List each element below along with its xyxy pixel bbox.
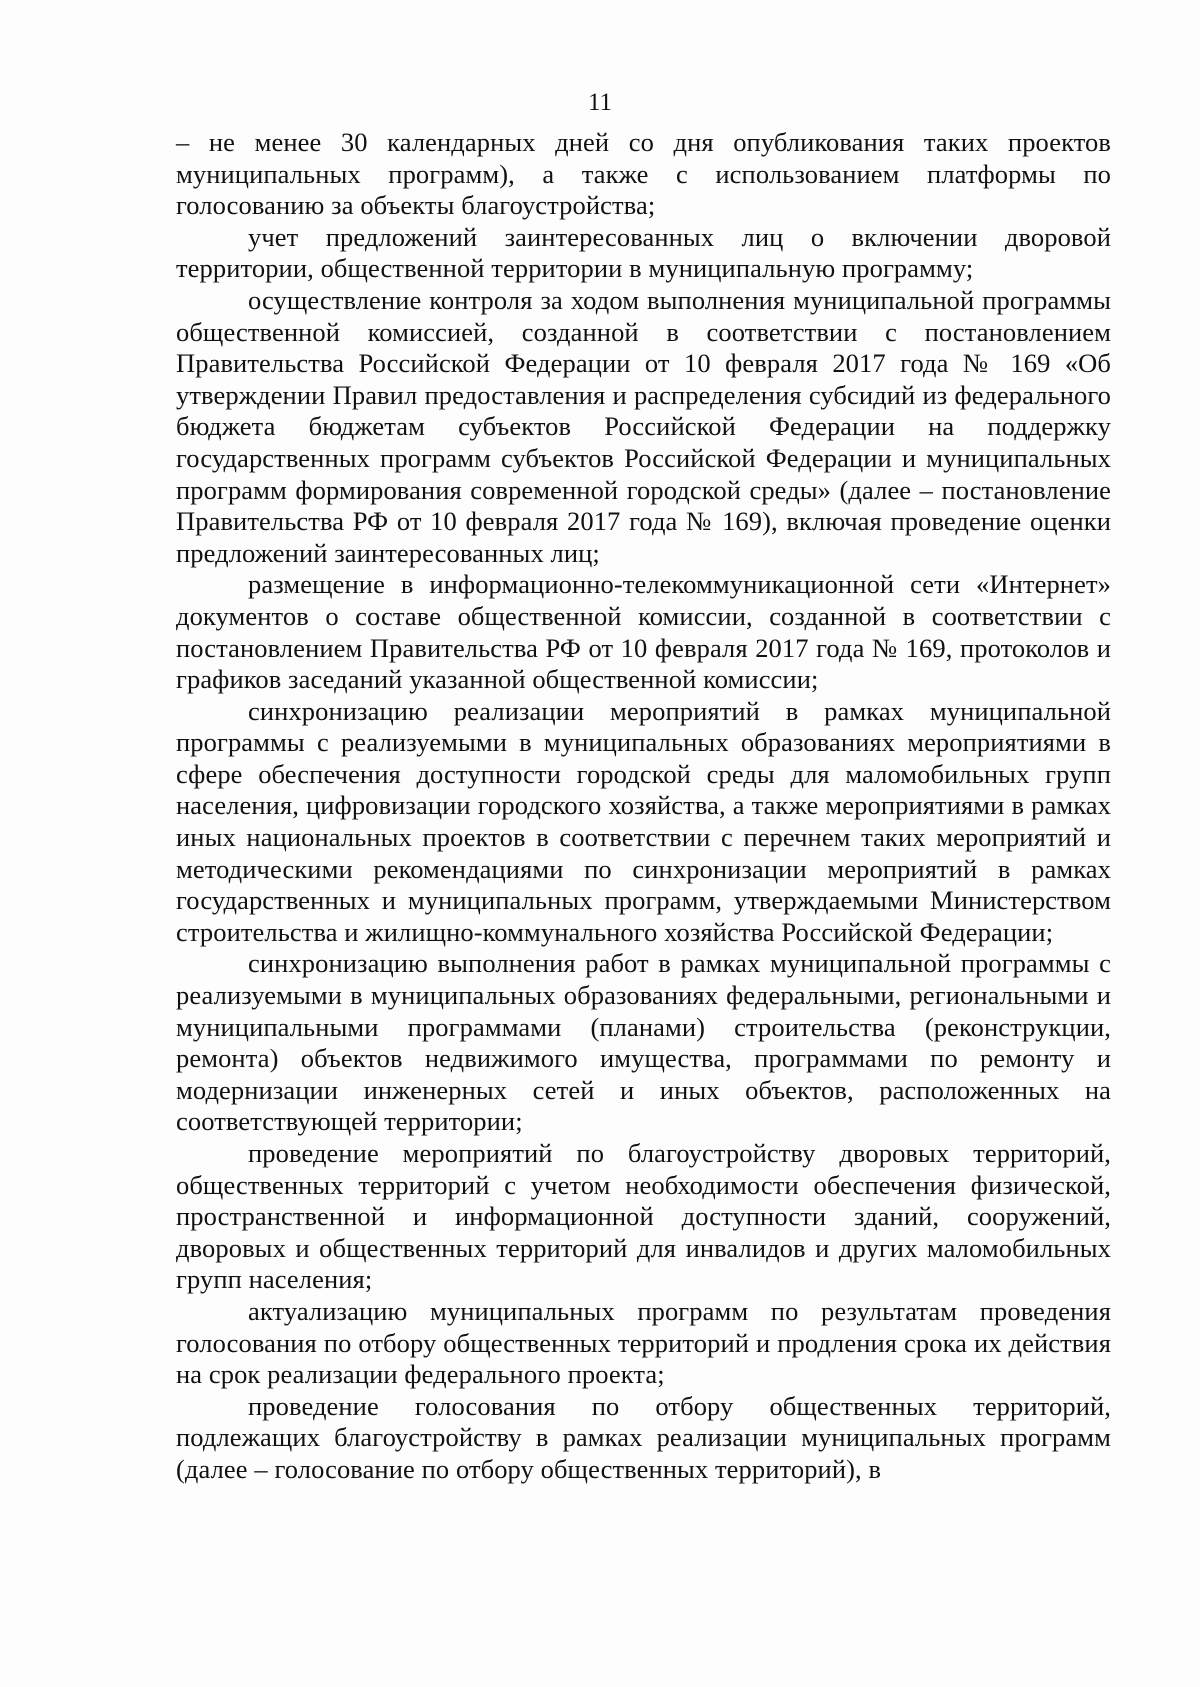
paragraph-commission-control: осуществление контроля за ходом выполнения муниципальной программы общественной комиссией, созданной в соответствии с постановлением Правительства Российской Федерации от 10 февраля 2017 года № 169 «Об утверждении Правил предоставления и распределения субсидий из федерального бюджета бюджетам субъектов Российской Федерации на поддержку государственных программ субъектов Российской Федерации и муниципальных программ формирования современной городской среды» (далее – постановление Правительства РФ от 10 февраля 2017 года № 169), включая проведение оценки предложений заинтересованных лиц; <box>176 284 1111 568</box>
paragraph-continuation: – не менее 30 календарных дней со дня опубликования таких проектов муниципальных программ), а также с использованием платформы по голосованию за объекты благоустройства; <box>176 127 1111 221</box>
paragraph-sync-activities: синхронизацию реализации мероприятий в рамках муниципальной программы с реализуемыми в муниципальных образованиях мероприятиями в сфере обеспечения доступности городской среды для маломобильных групп населения, цифровизации городского хозяйства, а также мероприятиями в рамках иных национальных проектов в соответствии с перечнем таких мероприятий и методическими рекомендациями по синхронизации мероприятий в рамках государственных и муниципальных программ, утверждаемыми Министерством строительства и жилищно-коммунального хозяйства Российской Федерации; <box>176 695 1111 947</box>
paragraph-accessibility: проведение мероприятий по благоустройству дворовых территорий, общественных территорий с учетом необходимости обеспечения физической, пространственной и информационной доступности зданий, сооружений, дворовых и общественных территорий для инвалидов и других маломобильных групп населения; <box>176 1138 1111 1295</box>
document-body <box>176 127 1111 1486</box>
paragraph-sync-works: синхронизацию выполнения работ в рамках муниципальной программы с реализуемыми в муниципальных образованиях федеральными, региональными и муниципальными программами (планами) строительства (реконструкции, ремонта) объектов недвижимого имущества, программами по ремонту и модернизации инженерных сетей и иных объектов, расположенных на соответствующей территории; <box>176 948 1111 1137</box>
paragraph-proposals-accounting: учет предложений заинтересованных лиц о включении дворовой территории, общественной территории в муниципальную программу; <box>176 221 1111 284</box>
paragraph-program-update: актуализацию муниципальных программ по результатам проведения голосования по отбору общественных территорий и продления срока их действия на срок реализации федерального проекта; <box>176 1295 1111 1390</box>
paragraph-internet-publication: размещение в информационно-телекоммуникационной сети «Интернет» документов о составе общественной комиссии, созданной в соответствии с постановлением Правительства РФ от 10 февраля 2017 года № 169, протоколов и графиков заседаний указанной общественной комиссии; <box>176 569 1111 695</box>
paragraph-voting: проведение голосования по отбору общественных территорий, подлежащих благоустройству в рамках реализации муниципальных программ (далее – голосование по отбору общественных территорий), в <box>176 1390 1111 1484</box>
page-number: 11 <box>587 89 613 116</box>
